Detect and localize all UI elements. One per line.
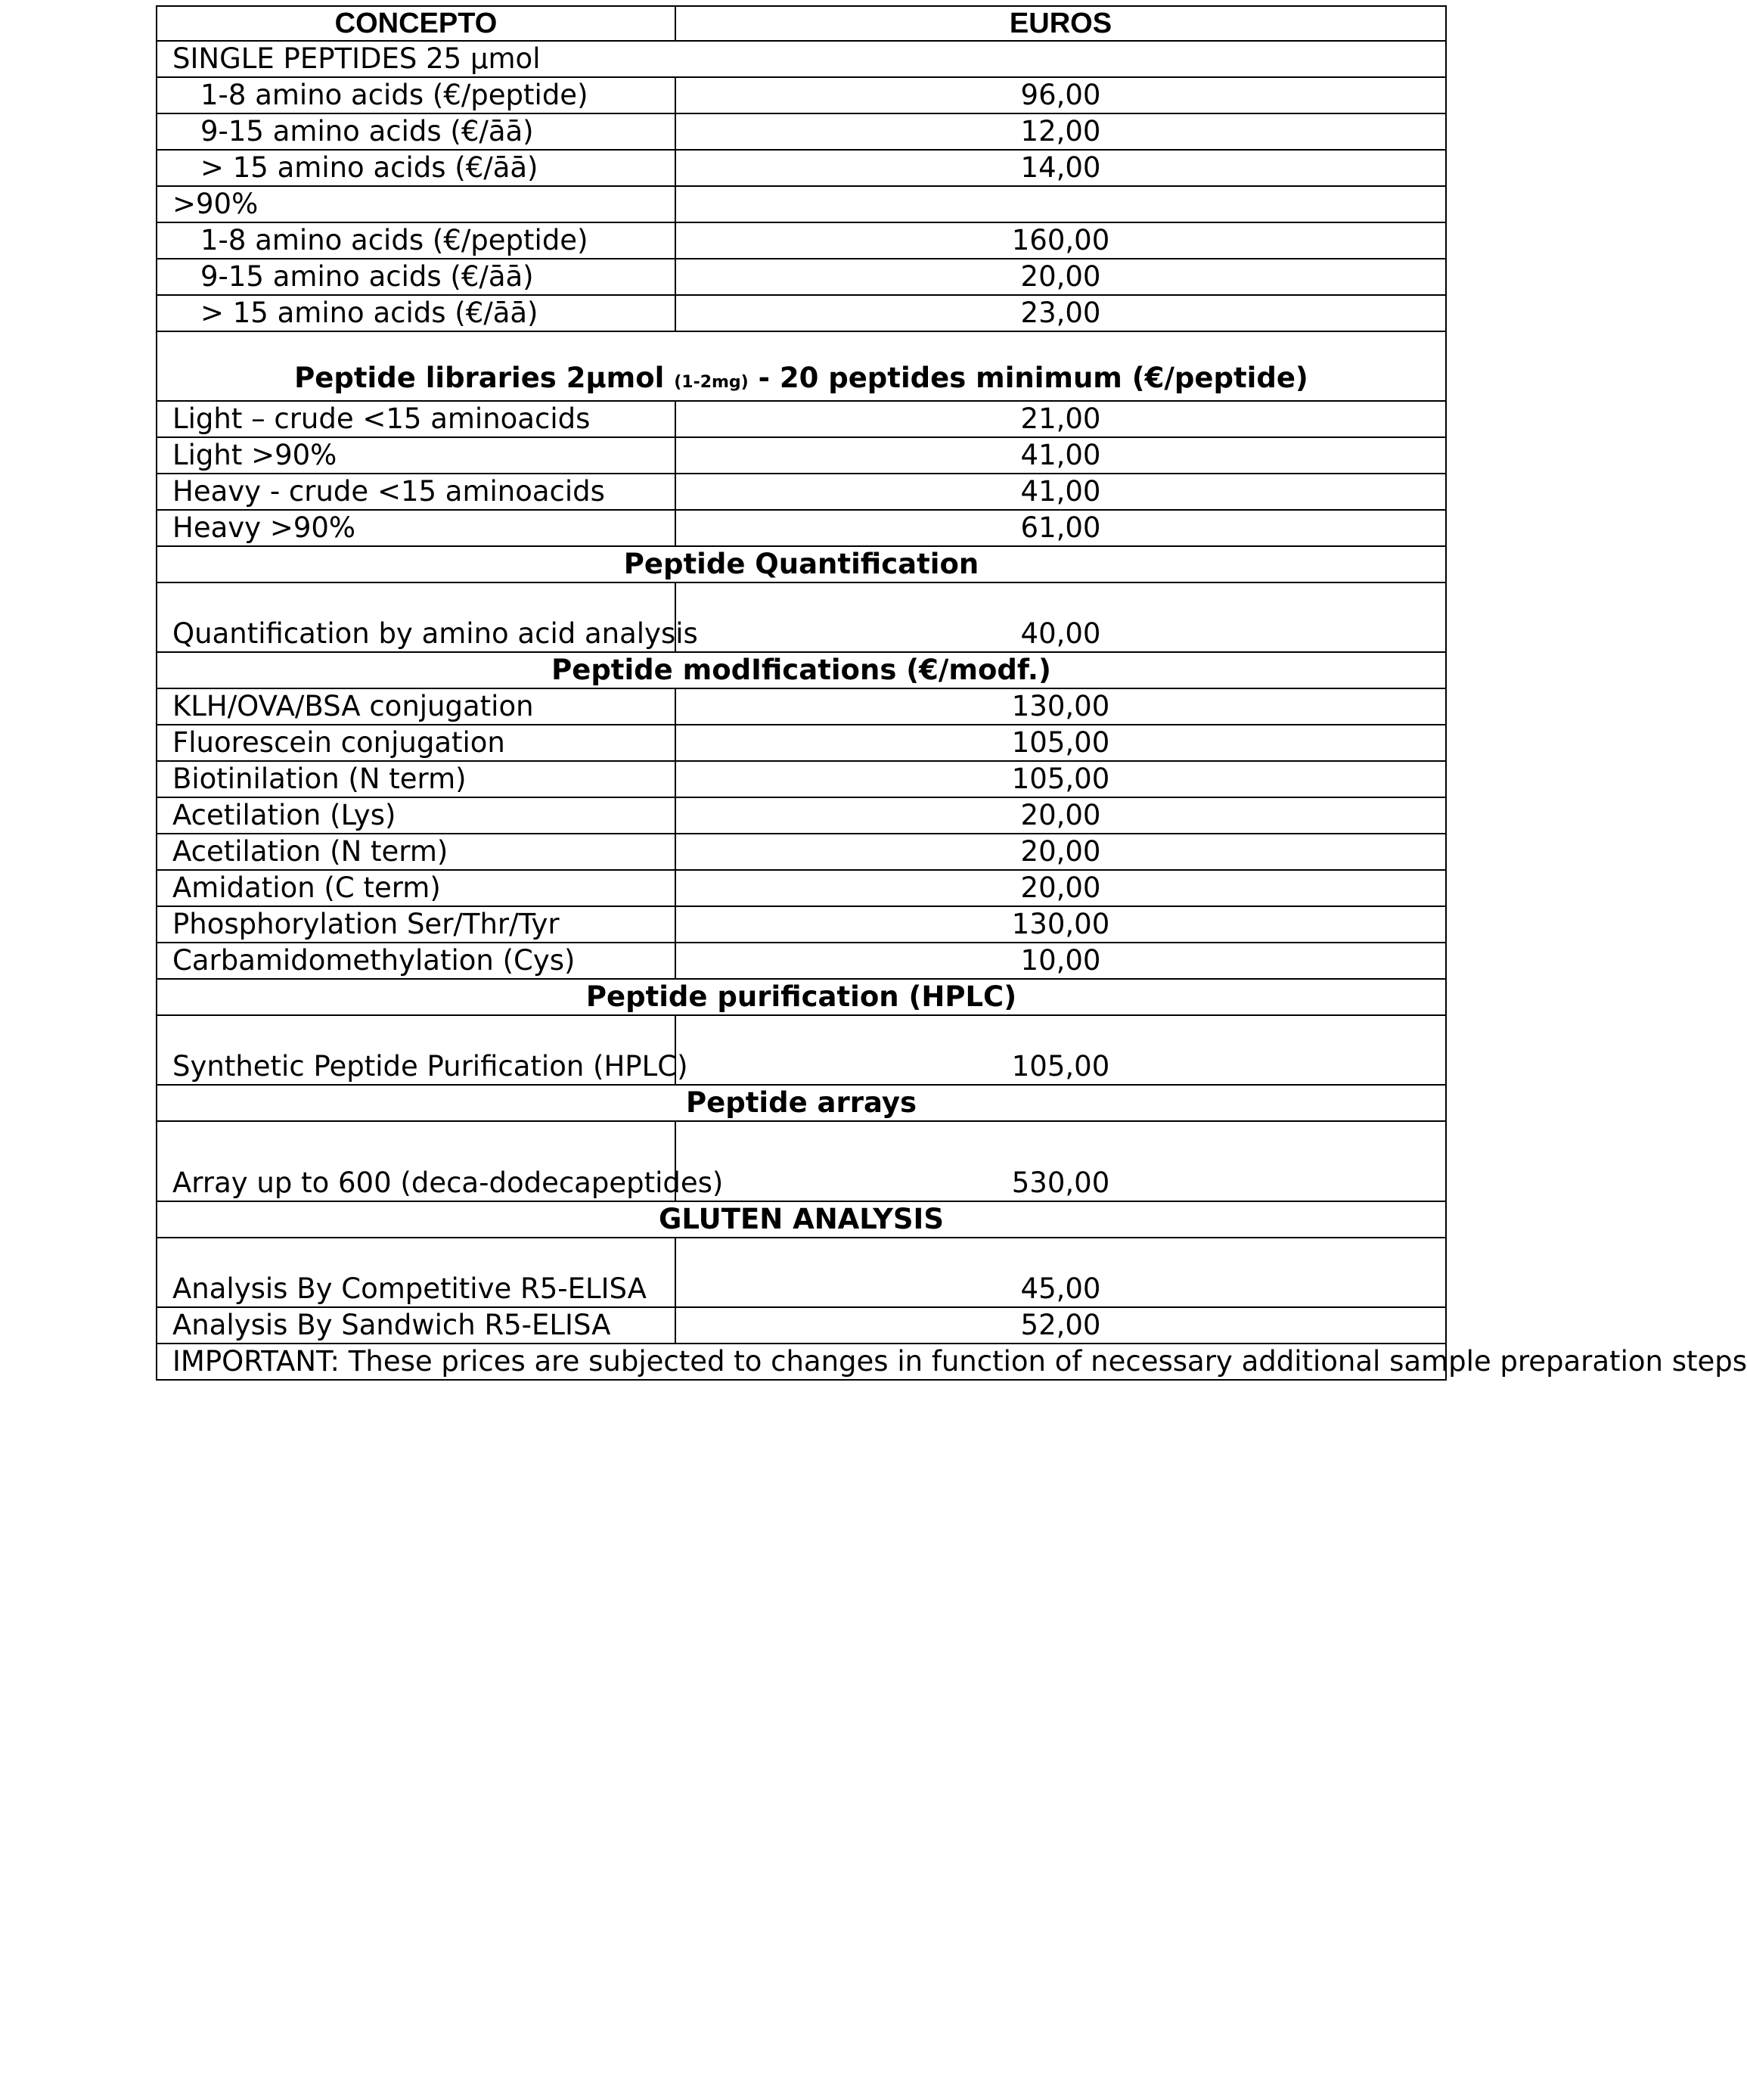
table-row bbox=[157, 259, 1446, 295]
row-value: 105,00 bbox=[675, 761, 1446, 797]
row-label: > 15 amino acids (€/āā) bbox=[157, 150, 675, 186]
table-row bbox=[157, 113, 1446, 150]
row-value: 130,00 bbox=[675, 906, 1446, 943]
table-row bbox=[157, 725, 1446, 761]
row-value: 21,00 bbox=[675, 401, 1446, 437]
row-label: Biotinilation (N term) bbox=[157, 761, 675, 797]
section-header-row bbox=[157, 331, 1446, 401]
row-value: 20,00 bbox=[675, 870, 1446, 906]
note-row bbox=[157, 1344, 1446, 1380]
libraries-title-a: Peptide libraries 2µmol bbox=[294, 362, 675, 394]
table-row bbox=[157, 582, 1446, 652]
row-value: 20,00 bbox=[675, 259, 1446, 295]
row-label: Heavy >90% bbox=[157, 510, 675, 546]
empty-cell bbox=[675, 186, 1446, 222]
row-value: 530,00 bbox=[675, 1121, 1446, 1201]
table-row bbox=[157, 1121, 1446, 1201]
table-row bbox=[157, 1015, 1446, 1085]
row-label: Array up to 600 (deca-dodecapeptides) bbox=[157, 1121, 675, 1201]
table-row bbox=[157, 688, 1446, 725]
table-row bbox=[157, 510, 1446, 546]
row-value: 105,00 bbox=[675, 725, 1446, 761]
row-value: 130,00 bbox=[675, 688, 1446, 725]
section-row bbox=[157, 41, 1446, 77]
row-label: Acetilation (N term) bbox=[157, 834, 675, 870]
table-row bbox=[157, 797, 1446, 834]
table-header-row bbox=[157, 6, 1446, 41]
row-label: Phosphorylation Ser/Thr/Tyr bbox=[157, 906, 675, 943]
row-value: 45,00 bbox=[675, 1238, 1446, 1307]
row-value: 12,00 bbox=[675, 113, 1446, 150]
row-value: 10,00 bbox=[675, 943, 1446, 979]
section-header-row bbox=[157, 1201, 1446, 1238]
table-row bbox=[157, 761, 1446, 797]
table-row bbox=[157, 437, 1446, 474]
row-value: 105,00 bbox=[675, 1015, 1446, 1085]
row-value: 52,00 bbox=[675, 1307, 1446, 1344]
row-value: 96,00 bbox=[675, 77, 1446, 113]
section-header-row bbox=[157, 652, 1446, 688]
libraries-title-small: (1-2mg) bbox=[674, 373, 749, 392]
table-row bbox=[157, 401, 1446, 437]
row-value: 20,00 bbox=[675, 797, 1446, 834]
table-row bbox=[157, 150, 1446, 186]
row-label: Fluorescein conjugation bbox=[157, 725, 675, 761]
modifications-title: Peptide modIfications (€/modf.) bbox=[157, 652, 1446, 688]
single-peptides-title: SINGLE PEPTIDES 25 µmol bbox=[157, 41, 1446, 77]
row-value: 61,00 bbox=[675, 510, 1446, 546]
row-label: Heavy - crude <15 aminoacids bbox=[157, 474, 675, 510]
libraries-title bbox=[157, 331, 1446, 401]
row-label: Analysis By Sandwich R5-ELISA bbox=[157, 1307, 675, 1344]
row-label: > 15 amino acids (€/āā) bbox=[157, 295, 675, 331]
purification-title: Peptide purification (HPLC) bbox=[157, 979, 1446, 1015]
libraries-title-b: - 20 peptides minimum (€/peptide) bbox=[748, 362, 1308, 394]
row-value: 20,00 bbox=[675, 834, 1446, 870]
row-label: 1-8 amino acids (€/peptide) bbox=[157, 222, 675, 259]
header-concept: CONCEPTO bbox=[157, 6, 675, 41]
row-label: Analysis By Competitive R5-ELISA bbox=[157, 1238, 675, 1307]
table-row bbox=[157, 1238, 1446, 1307]
table-row bbox=[157, 1307, 1446, 1344]
row-value: 160,00 bbox=[675, 222, 1446, 259]
important-note: IMPORTANT: These prices are subjected to changes in function of necessary additional sample preparation steps bbox=[157, 1344, 1446, 1380]
table-row bbox=[157, 77, 1446, 113]
row-label: KLH/OVA/BSA conjugation bbox=[157, 688, 675, 725]
row-label: Light – crude <15 aminoacids bbox=[157, 401, 675, 437]
header-euros: EUROS bbox=[675, 6, 1446, 41]
row-value: 41,00 bbox=[675, 437, 1446, 474]
table-row bbox=[157, 222, 1446, 259]
section-header-row bbox=[157, 979, 1446, 1015]
table-row bbox=[157, 474, 1446, 510]
gluten-title: GLUTEN ANALYSIS bbox=[157, 1201, 1446, 1238]
row-label: Acetilation (Lys) bbox=[157, 797, 675, 834]
row-label: 9-15 amino acids (€/āā) bbox=[157, 113, 675, 150]
section-header-row bbox=[157, 546, 1446, 582]
table-row bbox=[157, 906, 1446, 943]
row-label: Light >90% bbox=[157, 437, 675, 474]
table-row bbox=[157, 870, 1446, 906]
row-value: 14,00 bbox=[675, 150, 1446, 186]
row-value: 41,00 bbox=[675, 474, 1446, 510]
table-row bbox=[157, 834, 1446, 870]
row-value: 23,00 bbox=[675, 295, 1446, 331]
row-label: Carbamidomethylation (Cys) bbox=[157, 943, 675, 979]
row-label: Synthetic Peptide Purification (HPLC) bbox=[157, 1015, 675, 1085]
purity-title: >90% bbox=[157, 186, 675, 222]
price-table bbox=[156, 5, 1747, 1381]
table-row bbox=[157, 295, 1446, 331]
row-label: Amidation (C term) bbox=[157, 870, 675, 906]
row-label: 9-15 amino acids (€/āā) bbox=[157, 259, 675, 295]
arrays-title: Peptide arrays bbox=[157, 1085, 1446, 1121]
quantification-title: Peptide Quantification bbox=[157, 546, 1446, 582]
row-label: Quantification by amino acid analysis bbox=[157, 582, 675, 652]
table-row bbox=[157, 943, 1446, 979]
section-header-row bbox=[157, 1085, 1446, 1121]
table-row bbox=[157, 186, 1446, 222]
row-label: 1-8 amino acids (€/peptide) bbox=[157, 77, 675, 113]
row-value: 40,00 bbox=[675, 582, 1446, 652]
